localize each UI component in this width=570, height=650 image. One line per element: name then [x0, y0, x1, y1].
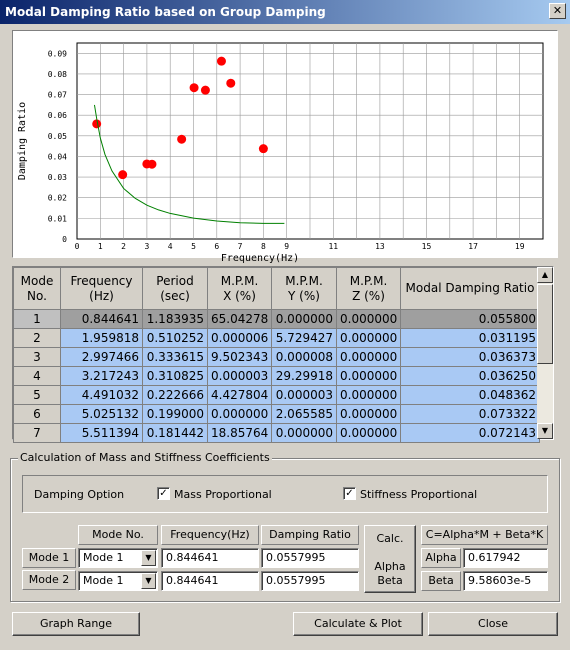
- mode1-row-label: Mode 1: [22, 548, 76, 568]
- table-row[interactable]: [14, 367, 540, 386]
- x-tick-label: 7: [237, 242, 243, 251]
- y-tick-label: 0.04: [47, 152, 67, 162]
- chart-panel: [12, 30, 558, 264]
- table-cell[interactable]: 0.199000: [143, 405, 208, 424]
- scroll-down-icon[interactable]: ▼: [537, 423, 553, 439]
- table-cell[interactable]: 0.000008: [272, 348, 337, 367]
- mode2-frequency-field[interactable]: 0.844641: [161, 571, 259, 591]
- data-point: [259, 144, 268, 153]
- mode1-damping-field[interactable]: 0.0557995: [261, 548, 359, 568]
- close-window-button[interactable]: ✕: [549, 3, 566, 19]
- scroll-thumb[interactable]: [537, 284, 553, 364]
- mode2-row-label: Mode 2: [22, 570, 76, 590]
- mode2-damping-field[interactable]: 0.0557995: [261, 571, 359, 591]
- row-header[interactable]: 5: [14, 386, 61, 405]
- x-tick-label: 9: [284, 242, 290, 251]
- table-cell[interactable]: 0.031195: [401, 329, 540, 348]
- table-row[interactable]: [14, 424, 540, 443]
- x-tick-label: 15: [421, 242, 432, 251]
- graph-range-button[interactable]: Graph Range: [12, 612, 140, 636]
- x-tick-label: 1: [97, 242, 103, 251]
- table-cell[interactable]: 65.04278: [208, 310, 272, 329]
- y-axis-label: Damping Ratio: [17, 101, 28, 181]
- x-tick-label: 0: [74, 242, 80, 251]
- y-tick-label: 0.07: [47, 90, 67, 100]
- calc-alpha-beta-button[interactable]: [364, 525, 416, 593]
- table-header-1[interactable]: Frequency (Hz): [61, 268, 143, 310]
- table-row[interactable]: [14, 329, 540, 348]
- table-row[interactable]: [14, 405, 540, 424]
- table-cell[interactable]: 1.959818: [61, 329, 143, 348]
- mode1-select[interactable]: [78, 548, 158, 568]
- y-tick-label: 0.06: [47, 111, 67, 121]
- alpha-label: Alpha: [421, 548, 461, 568]
- table-header-2[interactable]: Period (sec): [143, 268, 208, 310]
- table-cell[interactable]: 5.025132: [61, 405, 143, 424]
- title-bar: [0, 0, 570, 24]
- stiffness-proportional-checkbox[interactable]: [343, 487, 356, 500]
- calc-button-line2: Alpha: [374, 560, 406, 573]
- x-axis-label: Frequency(Hz): [220, 253, 300, 264]
- stiffness-proportional-label: Stiffness Proportional: [360, 488, 478, 501]
- table-cell[interactable]: 4.491032: [61, 386, 143, 405]
- mode-table-container: [12, 266, 554, 440]
- mass-proportional-label: Mass Proportional: [174, 488, 272, 501]
- table-cell[interactable]: 0.000000: [272, 310, 337, 329]
- table-cell[interactable]: 3.217243: [61, 367, 143, 386]
- formula-label: C=Alpha*M + Beta*K: [421, 525, 548, 545]
- table-cell[interactable]: 0.000006: [208, 329, 272, 348]
- data-point: [226, 79, 235, 88]
- x-tick-label: 2: [121, 242, 127, 251]
- calc-button-line3: Beta: [377, 574, 403, 587]
- table-cell[interactable]: 4.427804: [208, 386, 272, 405]
- y-tick-label: 0.02: [47, 193, 67, 203]
- y-tick-label: 0.09: [47, 49, 67, 59]
- table-row[interactable]: [14, 386, 540, 405]
- x-tick-label: 8: [260, 242, 266, 251]
- mode1-select-value: Mode 1: [83, 551, 124, 564]
- beta-label: Beta: [421, 571, 461, 591]
- x-tick-label: 13: [375, 242, 385, 251]
- row-header[interactable]: 6: [14, 405, 61, 424]
- data-point: [177, 135, 186, 144]
- calculate-plot-button[interactable]: Calculate & Plot: [293, 612, 423, 636]
- damping-option-label: Damping Option: [34, 488, 125, 501]
- damping-chart: [13, 31, 557, 264]
- table-cell[interactable]: 0.000000: [272, 424, 337, 443]
- table-cell[interactable]: 0.072143: [401, 424, 540, 443]
- check-icon: ✓: [345, 488, 354, 499]
- table-cell[interactable]: 29.29918: [272, 367, 337, 386]
- table-cell[interactable]: 0.310825: [143, 367, 208, 386]
- data-point: [217, 57, 226, 66]
- table-vertical-scrollbar[interactable]: [537, 267, 553, 439]
- table-cell[interactable]: 0.222666: [143, 386, 208, 405]
- table-cell[interactable]: 5.729427: [272, 329, 337, 348]
- data-point: [147, 160, 156, 169]
- table-cell[interactable]: 0.510252: [143, 329, 208, 348]
- table-cell[interactable]: 0.000000: [208, 405, 272, 424]
- table-cell[interactable]: 0.000000: [337, 367, 401, 386]
- table-cell[interactable]: 18.85764: [208, 424, 272, 443]
- y-tick-label: 0.03: [47, 173, 67, 183]
- table-cell[interactable]: 0.000000: [337, 329, 401, 348]
- scroll-up-icon[interactable]: ▲: [537, 267, 553, 283]
- beta-value-field[interactable]: 9.58603e-5: [463, 571, 548, 591]
- table-cell[interactable]: 0.181442: [143, 424, 208, 443]
- data-point: [201, 86, 210, 95]
- mode-table: [13, 267, 540, 443]
- y-tick-label: 0.08: [47, 69, 67, 79]
- table-cell[interactable]: 5.511394: [61, 424, 143, 443]
- mode2-select-value: Mode 1: [83, 574, 124, 587]
- table-cell[interactable]: 0.333615: [143, 348, 208, 367]
- table-cell[interactable]: 0.000003: [208, 367, 272, 386]
- x-tick-label: 6: [214, 242, 220, 251]
- table-cell[interactable]: 0.000000: [337, 348, 401, 367]
- row-header[interactable]: 3: [14, 348, 61, 367]
- row-header[interactable]: 7: [14, 424, 61, 443]
- mode1-frequency-field[interactable]: 0.844641: [161, 548, 259, 568]
- table-header-6[interactable]: Modal Damping Ratio: [401, 268, 540, 310]
- y-tick-label: 0.05: [47, 131, 67, 141]
- x-tick-label: 17: [468, 242, 478, 251]
- x-tick-label: 5: [191, 242, 196, 251]
- table-cell[interactable]: 9.502343: [208, 348, 272, 367]
- table-cell[interactable]: 2.997466: [61, 348, 143, 367]
- table-header-5[interactable]: M.P.M. Z (%): [337, 268, 401, 310]
- table-row[interactable]: [14, 310, 540, 329]
- frequency-header: Frequency(Hz): [161, 525, 259, 545]
- check-icon: ✓: [159, 488, 168, 499]
- table-row[interactable]: [14, 348, 540, 367]
- table-cell[interactable]: 0.036250: [401, 367, 540, 386]
- y-tick-label: 0.01: [47, 214, 67, 224]
- chevron-down-icon[interactable]: ▼: [141, 550, 156, 566]
- data-point: [190, 83, 199, 92]
- table-header-3[interactable]: M.P.M. X (%): [208, 268, 272, 310]
- y-tick-label: 0: [62, 235, 67, 244]
- table-cell[interactable]: 0.000000: [337, 405, 401, 424]
- row-header[interactable]: 4: [14, 367, 61, 386]
- calc-button-line1: Calc.: [376, 532, 404, 545]
- calc-group-title: Calculation of Mass and Stiffness Coefficients: [20, 451, 270, 464]
- table-header-4[interactable]: M.P.M. Y (%): [272, 268, 337, 310]
- table-cell[interactable]: 0.000000: [337, 310, 401, 329]
- table-cell[interactable]: 0.000003: [272, 386, 337, 405]
- mass-proportional-checkbox[interactable]: [157, 487, 170, 500]
- table-cell[interactable]: 0.000000: [337, 386, 401, 405]
- mode2-select[interactable]: [78, 571, 158, 591]
- close-button[interactable]: Close: [428, 612, 558, 636]
- x-tick-label: 11: [328, 242, 339, 251]
- table-cell[interactable]: 0.036373: [401, 348, 540, 367]
- table-cell[interactable]: 0.055800: [401, 310, 540, 329]
- table-cell[interactable]: 0.048362: [401, 386, 540, 405]
- damping-ratio-header: Damping Ratio: [261, 525, 359, 545]
- chevron-down-icon[interactable]: ▼: [141, 573, 156, 589]
- table-cell[interactable]: 2.065585: [272, 405, 337, 424]
- table-cell[interactable]: 0.844641: [61, 310, 143, 329]
- data-point: [118, 170, 127, 179]
- table-cell[interactable]: 0.073322: [401, 405, 540, 424]
- mode-no-header: Mode No.: [78, 525, 158, 545]
- x-tick-label: 4: [167, 242, 173, 251]
- table-cell[interactable]: 0.000000: [337, 424, 401, 443]
- window-title: Modal Damping Ratio based on Group Damping: [5, 5, 326, 19]
- alpha-value-field[interactable]: 0.617942: [463, 548, 548, 568]
- x-tick-label: 3: [144, 242, 150, 251]
- x-tick-label: 19: [514, 242, 525, 251]
- row-header[interactable]: 1: [14, 310, 61, 329]
- table-cell[interactable]: 1.183935: [143, 310, 208, 329]
- table-header-0[interactable]: Mode No.: [14, 268, 61, 310]
- row-header[interactable]: 2: [14, 329, 61, 348]
